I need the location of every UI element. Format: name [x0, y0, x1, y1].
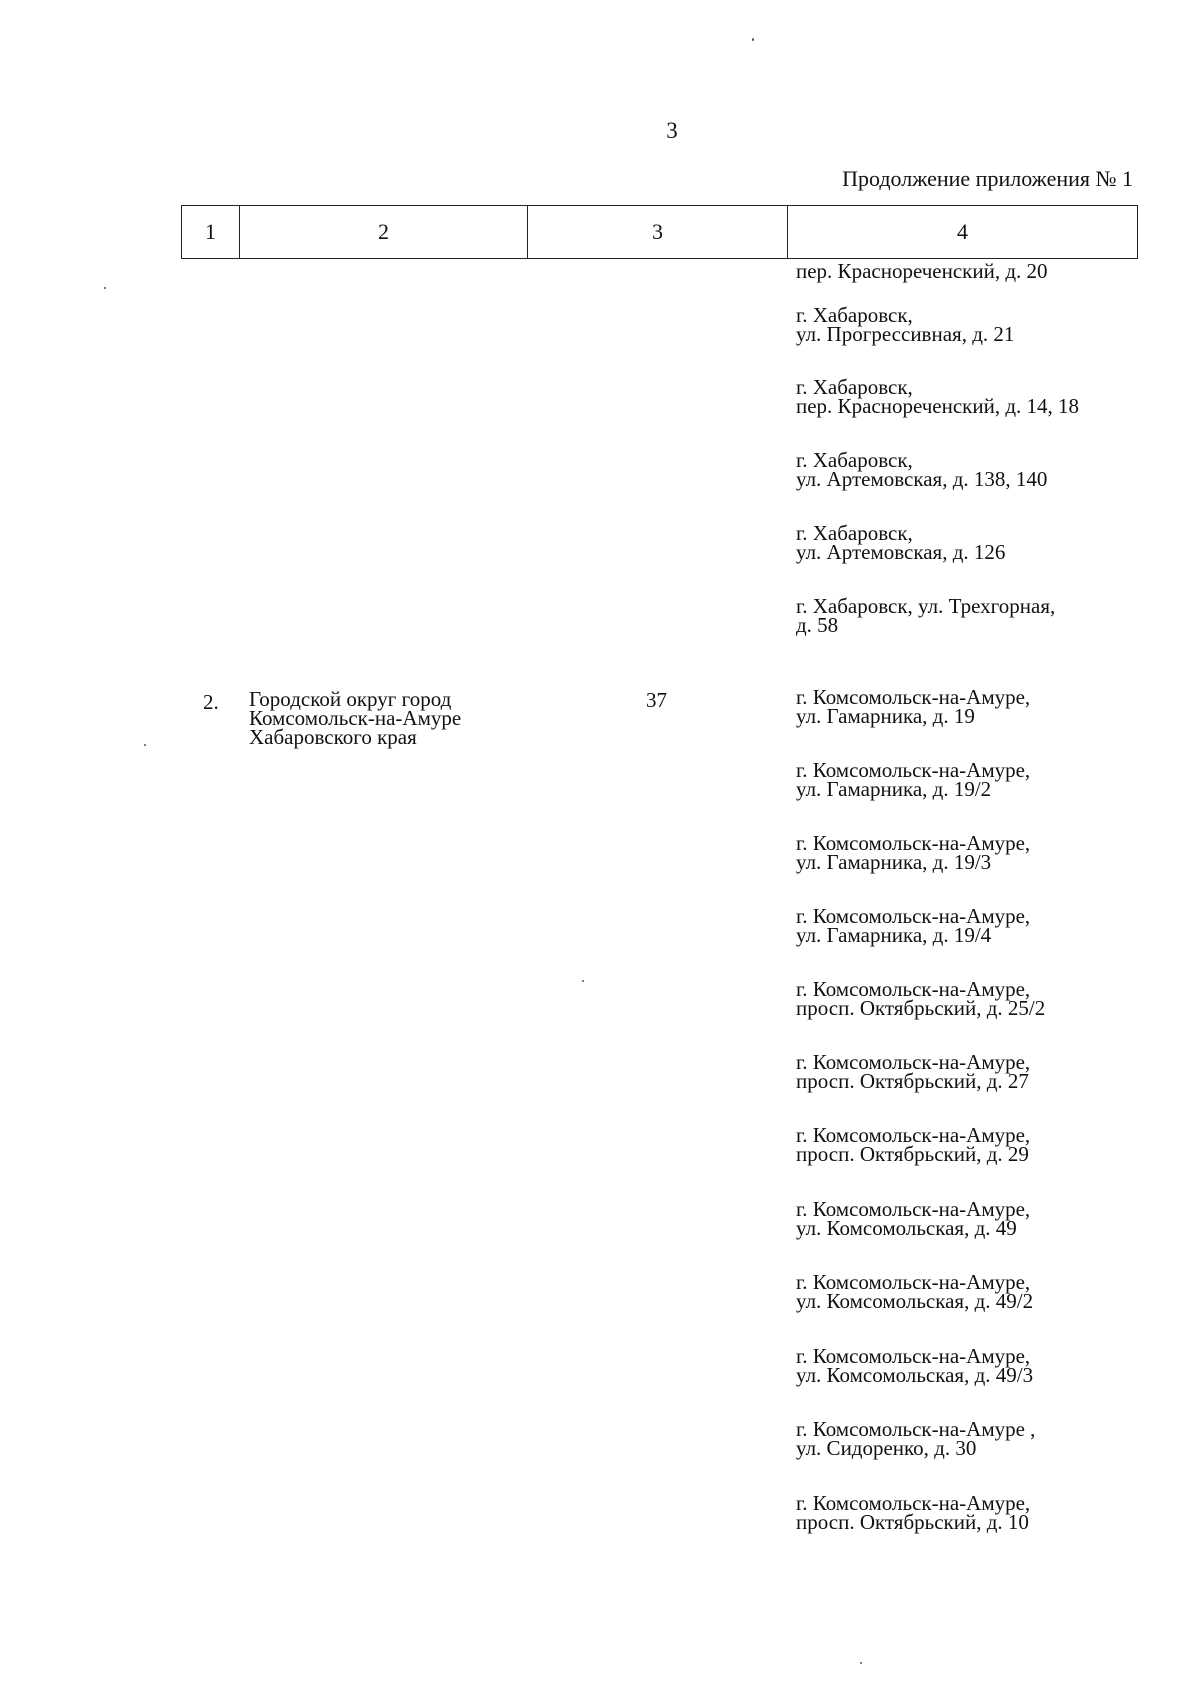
address-line: г. Комсомольск-на-Амуре ,	[796, 1417, 1036, 1441]
page-number: 3	[666, 118, 678, 143]
scan-speck	[582, 980, 584, 982]
scan-speck	[752, 38, 754, 41]
address-line: пер. Краснореченский, д. 14, 18	[796, 394, 1080, 418]
address-entry	[796, 259, 1048, 283]
address-line: просп. Октябрьский, д. 29	[796, 1142, 1029, 1166]
address-line: ул. Комсомольская, д. 49/2	[796, 1289, 1034, 1313]
address-entry	[796, 1050, 1031, 1093]
address-entry	[796, 1491, 1031, 1534]
address-line: г. Комсомольск-на-Амуре,	[796, 1270, 1031, 1294]
address-line: г. Комсомольск-на-Амуре,	[796, 1491, 1031, 1515]
address-line: г. Комсомольск-на-Амуре,	[796, 1050, 1031, 1074]
address-line: просп. Октябрьский, д. 25/2	[796, 996, 1046, 1020]
header-col-1: 1	[182, 206, 240, 259]
address-entry	[796, 758, 1031, 801]
address-entry	[796, 977, 1046, 1020]
address-line: ул. Гамарника, д. 19	[796, 704, 975, 728]
address-line: ул. Артемовская, д. 138, 140	[796, 467, 1048, 491]
address-entry	[796, 375, 1080, 418]
address-line: г. Хабаровск,	[796, 303, 913, 327]
municipality-name-line: Комсомольск-на-Амуре	[249, 706, 462, 730]
address-line: г. Комсомольск-на-Амуре,	[796, 904, 1031, 928]
address-entry	[796, 1417, 1036, 1460]
address-line: г. Комсомольск-на-Амуре,	[796, 685, 1031, 709]
address-entry	[796, 521, 1006, 564]
municipality-name	[249, 687, 462, 749]
address-entry	[796, 904, 1031, 947]
address-line: г. Комсомольск-на-Амуре,	[796, 831, 1031, 855]
row-number: 2.	[203, 690, 219, 714]
address-entry	[796, 1123, 1031, 1166]
address-line: ул. Комсомольская, д. 49/3	[796, 1363, 1034, 1387]
address-entry	[796, 1344, 1034, 1387]
address-entry	[796, 1270, 1034, 1313]
address-line: пер. Краснореченский, д. 20	[796, 259, 1048, 283]
address-line: г. Хабаровск, ул. Трехгорная,	[796, 594, 1056, 618]
address-entry	[796, 1197, 1031, 1240]
address-entry	[796, 448, 1048, 491]
address-line: г. Комсомольск-на-Амуре,	[796, 758, 1031, 782]
address-line: ул. Артемовская, д. 126	[796, 540, 1006, 564]
address-line: г. Комсомольск-на-Амуре,	[796, 1123, 1031, 1147]
scan-speck	[860, 1662, 862, 1664]
address-line: ул. Комсомольская, д. 49	[796, 1216, 1017, 1240]
header-col-4: 4	[788, 206, 1138, 259]
address-line: ул. Прогрессивная, д. 21	[796, 322, 1015, 346]
scan-speck	[104, 287, 106, 289]
address-line: г. Комсомольск-на-Амуре,	[796, 1197, 1031, 1221]
address-line: г. Хабаровск,	[796, 521, 913, 545]
address-line: г. Хабаровск,	[796, 375, 913, 399]
address-entry	[796, 685, 1031, 728]
address-line: ул. Гамарника, д. 19/2	[796, 777, 992, 801]
address-line: г. Хабаровск,	[796, 448, 913, 472]
address-line: д. 58	[796, 613, 839, 637]
address-entry	[796, 303, 1015, 346]
address-line: просп. Октябрьский, д. 27	[796, 1069, 1029, 1093]
address-line: просп. Октябрьский, д. 10	[796, 1510, 1029, 1534]
municipality-name-line: Городской округ город	[249, 687, 452, 711]
address-line: г. Комсомольск-на-Амуре,	[796, 977, 1031, 1001]
scan-speck	[144, 744, 146, 746]
address-entry	[796, 831, 1031, 874]
address-entry	[796, 594, 1056, 637]
building-count: 37	[646, 688, 667, 712]
address-line: ул. Гамарника, д. 19/3	[796, 850, 992, 874]
header-col-2: 2	[240, 206, 528, 259]
address-line: ул. Сидоренко, д. 30	[796, 1436, 977, 1460]
continuation-label: Продолжение приложения № 1	[842, 166, 1133, 191]
address-line: г. Комсомольск-на-Амуре,	[796, 1344, 1031, 1368]
municipality-name-line: Хабаровского края	[249, 725, 417, 749]
table-header	[181, 205, 1138, 259]
address-line: ул. Гамарника, д. 19/4	[796, 923, 992, 947]
header-col-3: 3	[528, 206, 788, 259]
